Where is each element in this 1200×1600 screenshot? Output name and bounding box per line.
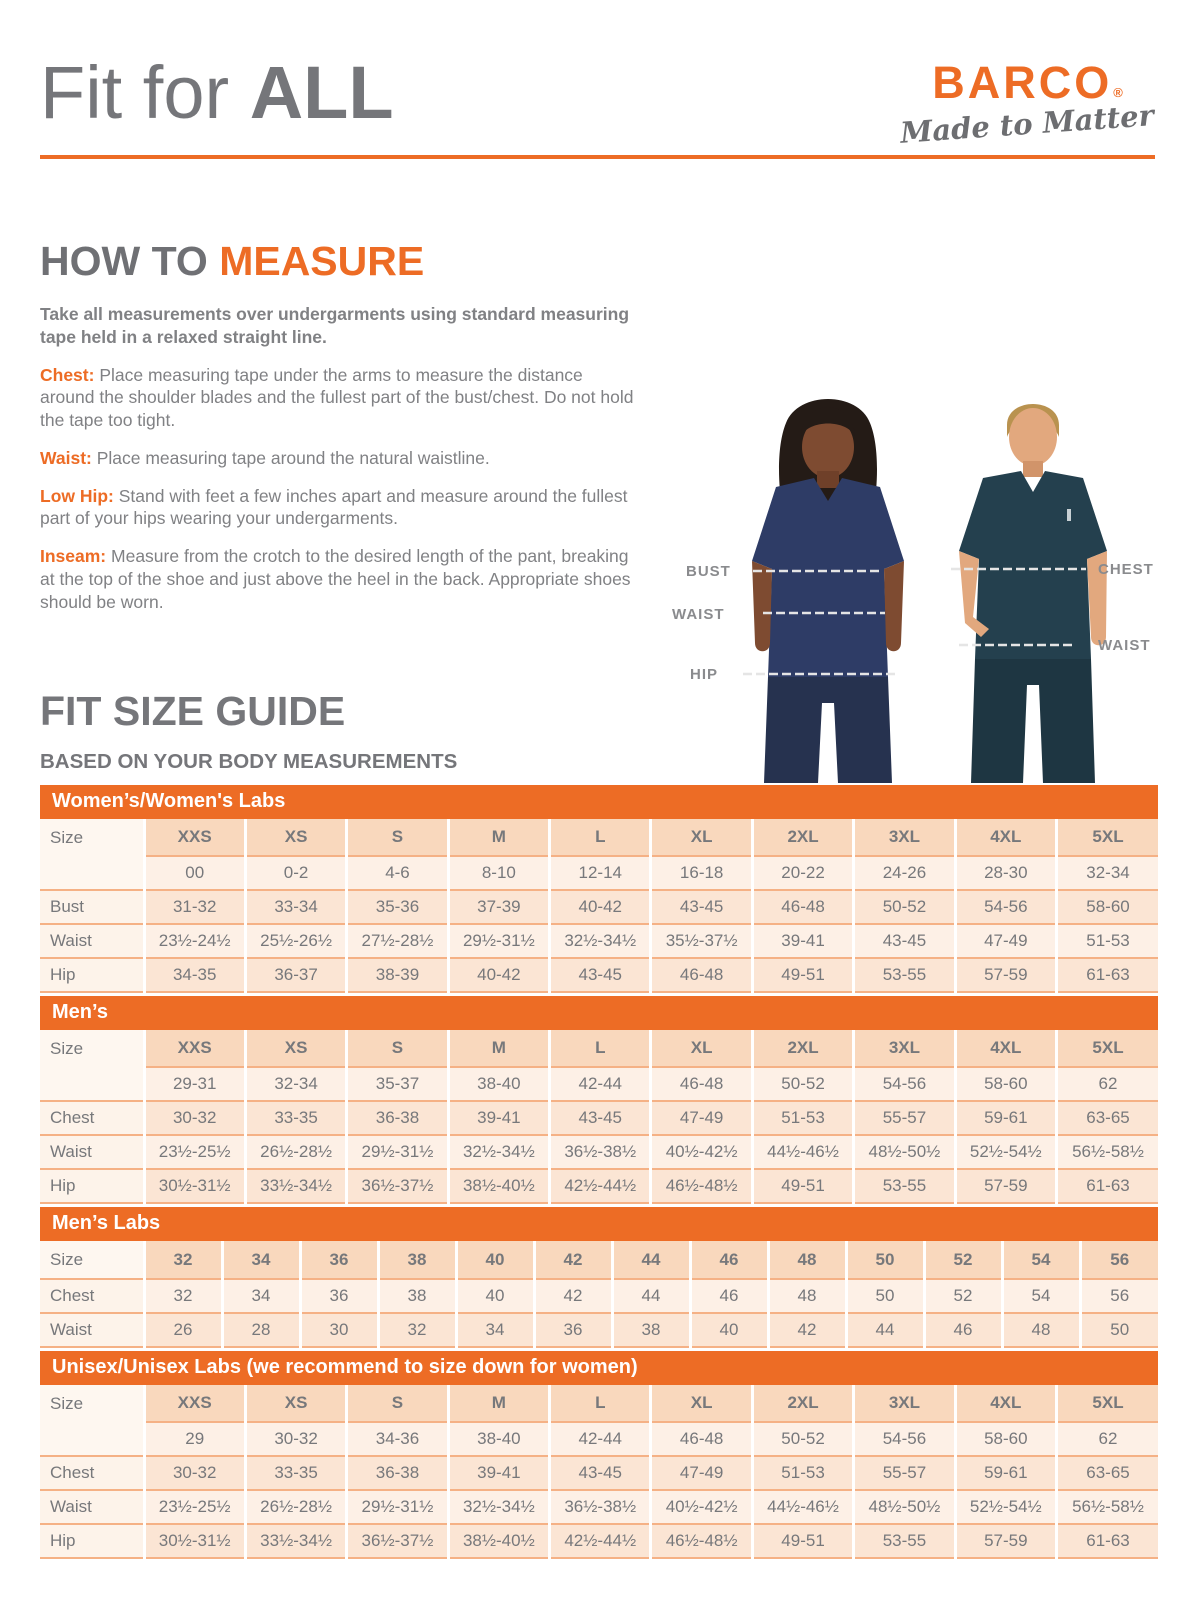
measure-item-label: Chest: — [40, 364, 95, 385]
measurement-cell: 51-53 — [752, 1456, 853, 1490]
measurement-cell: 32½-34½ — [448, 1490, 549, 1524]
measurement-cell: 29½-31½ — [347, 1490, 448, 1524]
measurement-cell: 28 — [222, 1313, 300, 1347]
registered-mark: ® — [1113, 85, 1123, 100]
measurement-cell: 48 — [1002, 1313, 1080, 1347]
size-column-header: 36 — [300, 1241, 378, 1279]
measurement-cell: 35½-37½ — [651, 924, 752, 958]
size-column-header: 5XL — [1057, 1030, 1158, 1067]
measurement-cell: 38½-40½ — [448, 1169, 549, 1203]
measurement-row-label: Waist — [40, 1490, 144, 1524]
size-cell: 42-44 — [550, 1067, 651, 1101]
size-column-header: 4XL — [955, 1385, 1056, 1422]
size-cell: 50-52 — [752, 1067, 853, 1101]
size-cell: 58-60 — [955, 1067, 1056, 1101]
measurement-cell: 38 — [378, 1279, 456, 1313]
measurement-cell: 33-34 — [245, 890, 346, 924]
table-banner: Women’s/Women's Labs — [40, 785, 1158, 819]
measurement-cell: 23½-25½ — [144, 1490, 245, 1524]
measurement-cell: 52½-54½ — [955, 1135, 1056, 1169]
measure-item-label: Inseam: — [40, 546, 107, 566]
size-column-header: 2XL — [752, 1030, 853, 1067]
size-cell: 4-6 — [347, 856, 448, 890]
measurement-cell: 40-42 — [550, 890, 651, 924]
measurement-cell: 48 — [768, 1279, 846, 1313]
measurement-cell: 34-35 — [144, 958, 245, 992]
measurement-cell: 56½-58½ — [1057, 1490, 1158, 1524]
measurement-cell: 61-63 — [1057, 958, 1158, 992]
measurement-cell: 50-52 — [854, 890, 955, 924]
measurement-row — [40, 924, 1158, 958]
size-column-header: 34 — [222, 1241, 300, 1279]
size-cell: 24-26 — [854, 856, 955, 890]
size-column-header: 56 — [1080, 1241, 1158, 1279]
size-column-header: 5XL — [1057, 1385, 1158, 1422]
measurement-cell: 56½-58½ — [1057, 1135, 1158, 1169]
size-column-header: 4XL — [955, 1030, 1056, 1067]
brand-logo — [899, 57, 1155, 150]
measurement-cell: 30 — [300, 1313, 378, 1347]
size-cell: 54-56 — [854, 1422, 955, 1456]
measurement-cell: 31-32 — [144, 890, 245, 924]
measurement-cell: 54-56 — [955, 890, 1056, 924]
measurement-row — [40, 1279, 1158, 1313]
measurement-cell: 53-55 — [854, 1169, 955, 1203]
measure-item: Chest: Place measuring tape under the arms to measure the distance around the shoulder blades and the fullest part of the bust/chest. Do not hold the tape too tight. — [40, 364, 634, 430]
measurement-cell: 32½-34½ — [448, 1135, 549, 1169]
size-column-header: 50 — [846, 1241, 924, 1279]
size-cell: 28-30 — [955, 856, 1056, 890]
measurement-cell: 49-51 — [752, 1169, 853, 1203]
size-column-header: 2XL — [752, 1385, 853, 1422]
measurement-cell: 44½-46½ — [752, 1490, 853, 1524]
size-column-header: 42 — [534, 1241, 612, 1279]
size-cell: 29 — [144, 1422, 245, 1456]
measurement-cell: 40-42 — [448, 958, 549, 992]
size-cell: 38-40 — [448, 1422, 549, 1456]
size-cell: 32-34 — [245, 1067, 346, 1101]
measurement-row-label: Waist — [40, 1313, 144, 1347]
male-model-figure — [959, 404, 1107, 783]
table-banner: Men’s — [40, 996, 1158, 1030]
how-to-measure-title — [40, 238, 638, 285]
size-table — [40, 1030, 1158, 1204]
measurement-cell: 46 — [690, 1279, 768, 1313]
size-cell: 46-48 — [651, 1422, 752, 1456]
size-number-row — [40, 1067, 1158, 1101]
measurement-row — [40, 1169, 1158, 1203]
measurement-cell: 36½-38½ — [550, 1490, 651, 1524]
brand-text: BARCO — [932, 57, 1113, 108]
size-cell: 32-34 — [1057, 856, 1158, 890]
measurement-cell: 34 — [222, 1279, 300, 1313]
size-tables — [40, 785, 1158, 1559]
measurement-cell: 52½-54½ — [955, 1490, 1056, 1524]
measurement-cell: 27½-28½ — [347, 924, 448, 958]
measurement-row-label: Waist — [40, 924, 144, 958]
measurement-cell: 48½-50½ — [854, 1135, 955, 1169]
measurement-row — [40, 958, 1158, 992]
measurement-cell: 50 — [846, 1279, 924, 1313]
measurement-cell: 30½-31½ — [144, 1169, 245, 1203]
measurement-cell: 29½-31½ — [448, 924, 549, 958]
measurement-cell: 50 — [1080, 1313, 1158, 1347]
size-column-header: XXS — [144, 819, 245, 856]
measurement-cell: 26½-28½ — [245, 1135, 346, 1169]
measurement-cell: 32½-34½ — [550, 924, 651, 958]
measurement-cell: 43-45 — [550, 1456, 651, 1490]
measurement-cell: 42½-44½ — [550, 1524, 651, 1558]
size-cell: 54-56 — [854, 1067, 955, 1101]
measurement-cell: 42½-44½ — [550, 1169, 651, 1203]
measurement-cell: 39-41 — [448, 1101, 549, 1135]
size-column-header: 2XL — [752, 819, 853, 856]
measurement-row-label: Hip — [40, 1169, 144, 1203]
size-cell: 35-37 — [347, 1067, 448, 1101]
measurement-cell: 56 — [1080, 1279, 1158, 1313]
measurement-cell: 33½-34½ — [245, 1169, 346, 1203]
measurement-cell: 37-39 — [448, 890, 549, 924]
page-title-regular: Fit for — [40, 51, 250, 134]
size-table — [40, 819, 1158, 993]
measurement-cell: 53-55 — [854, 1524, 955, 1558]
size-cell: 62 — [1057, 1067, 1158, 1101]
size-column-header: 44 — [612, 1241, 690, 1279]
measure-item: Inseam: Measure from the crotch to the desired length of the pant, breaking at the top of the shoe and just above the heel in the back. Appropriate shoes should be worn. — [40, 546, 631, 612]
measurement-cell: 52 — [924, 1279, 1002, 1313]
table-banner: Unisex/Unisex Labs (we recommend to size down for women) — [40, 1351, 1158, 1385]
size-cell: 29-31 — [144, 1067, 245, 1101]
how-to-measure-section — [40, 238, 638, 628]
measurement-cell: 57-59 — [955, 1169, 1056, 1203]
measurement-cell: 39-41 — [448, 1456, 549, 1490]
measurement-row — [40, 1135, 1158, 1169]
size-cell: 58-60 — [955, 1422, 1056, 1456]
size-row-label: Size — [40, 1385, 144, 1456]
measurement-cell: 43-45 — [854, 924, 955, 958]
measurement-cell: 34 — [456, 1313, 534, 1347]
measurement-cell: 46-48 — [752, 890, 853, 924]
how-to-measure-title-gray: HOW TO — [40, 238, 220, 284]
size-cell: 16-18 — [651, 856, 752, 890]
measurement-cell: 54 — [1002, 1279, 1080, 1313]
size-column-header: S — [347, 819, 448, 856]
measurement-cell: 44 — [612, 1279, 690, 1313]
measurement-cell: 49-51 — [752, 958, 853, 992]
page-title-bold: ALL — [249, 51, 394, 134]
size-column-header: XS — [245, 819, 346, 856]
size-column-header: M — [448, 1385, 549, 1422]
measurement-row-label: Hip — [40, 1524, 144, 1558]
brand-tagline: Made to Matter — [899, 98, 1155, 150]
measurement-cell: 23½-24½ — [144, 924, 245, 958]
measurement-cell: 47-49 — [651, 1456, 752, 1490]
size-cell: 42-44 — [550, 1422, 651, 1456]
measurement-cell: 47-49 — [651, 1101, 752, 1135]
measure-item: Low Hip: Stand with feet a few inches apart and measure around the fullest part of your hips wearing your undergarments. — [40, 485, 628, 529]
measure-items — [40, 364, 638, 614]
size-column-header: 5XL — [1057, 819, 1158, 856]
size-cell: 38-40 — [448, 1067, 549, 1101]
fit-size-guide-title: FIT SIZE GUIDE — [40, 688, 346, 734]
size-column-header: S — [347, 1385, 448, 1422]
size-column-header: 3XL — [854, 1030, 955, 1067]
size-column-header: 32 — [144, 1241, 222, 1279]
size-column-header: XL — [651, 819, 752, 856]
size-number-row — [40, 856, 1158, 890]
measurement-cell: 57-59 — [955, 958, 1056, 992]
waist-right-label: WAIST — [1098, 637, 1151, 654]
size-column-header: 54 — [1002, 1241, 1080, 1279]
orange-divider — [40, 155, 1155, 159]
measurement-row-label: Chest — [40, 1279, 144, 1313]
size-column-header: L — [550, 819, 651, 856]
measurement-cell: 46½-48½ — [651, 1169, 752, 1203]
measurement-cell: 43-45 — [550, 1101, 651, 1135]
measurement-cell: 35-36 — [347, 890, 448, 924]
measurement-cell: 30-32 — [144, 1456, 245, 1490]
measure-item-label: Low Hip: — [40, 485, 114, 506]
measurement-cell: 40½-42½ — [651, 1135, 752, 1169]
measurement-row-label: Hip — [40, 958, 144, 992]
models-photo — [648, 383, 1180, 783]
measurement-cell: 38 — [612, 1313, 690, 1347]
measurement-cell: 36½-38½ — [550, 1135, 651, 1169]
measurement-cell: 36-38 — [347, 1101, 448, 1135]
size-table — [40, 1241, 1158, 1348]
size-cell: 0-2 — [245, 856, 346, 890]
measurement-cell: 55-57 — [854, 1101, 955, 1135]
measurement-cell: 26 — [144, 1313, 222, 1347]
size-cell: 46-48 — [651, 1067, 752, 1101]
size-column-header: XL — [651, 1385, 752, 1422]
size-column-header: 48 — [768, 1241, 846, 1279]
measurement-row — [40, 1101, 1158, 1135]
measurement-row — [40, 1524, 1158, 1558]
measurement-cell: 44 — [846, 1313, 924, 1347]
measurement-cell: 40 — [456, 1279, 534, 1313]
measurement-cell: 40½-42½ — [651, 1490, 752, 1524]
measurement-cell: 25½-26½ — [245, 924, 346, 958]
hip-label: HIP — [690, 666, 719, 683]
measurement-cell: 49-51 — [752, 1524, 853, 1558]
size-column-header: 40 — [456, 1241, 534, 1279]
table-banner: Men’s Labs — [40, 1207, 1158, 1241]
size-column-header: XXS — [144, 1385, 245, 1422]
size-row-label: Size — [40, 1030, 144, 1101]
brand-name — [900, 57, 1154, 108]
measurement-cell: 59-61 — [955, 1101, 1056, 1135]
size-column-header: 38 — [378, 1241, 456, 1279]
measurement-cell: 53-55 — [854, 958, 955, 992]
measurement-cell: 46 — [924, 1313, 1002, 1347]
measurement-cell: 29½-31½ — [347, 1135, 448, 1169]
size-cell: 50-52 — [752, 1422, 853, 1456]
size-column-header: XS — [245, 1385, 346, 1422]
measurement-cell: 33½-34½ — [245, 1524, 346, 1558]
chest-label: CHEST — [1098, 561, 1154, 578]
measurement-cell: 30½-31½ — [144, 1524, 245, 1558]
measurement-cell: 33-35 — [245, 1456, 346, 1490]
measurement-cell: 43-45 — [651, 890, 752, 924]
size-column-header: 3XL — [854, 819, 955, 856]
size-table — [40, 1385, 1158, 1559]
measurement-cell: 39-41 — [752, 924, 853, 958]
page-title — [40, 50, 394, 135]
measurement-cell: 38½-40½ — [448, 1524, 549, 1558]
fit-size-guide-subtitle: BASED ON YOUR BODY MEASUREMENTS — [40, 750, 458, 773]
size-number-row — [40, 1422, 1158, 1456]
size-cell: 34-36 — [347, 1422, 448, 1456]
size-column-header: M — [448, 819, 549, 856]
models-illustration — [648, 383, 1180, 783]
measurement-cell: 36 — [300, 1279, 378, 1313]
measurement-cell: 38-39 — [347, 958, 448, 992]
size-column-header: 46 — [690, 1241, 768, 1279]
size-column-header: XL — [651, 1030, 752, 1067]
size-cell: 62 — [1057, 1422, 1158, 1456]
measurement-cell: 36½-37½ — [347, 1169, 448, 1203]
measurement-cell: 46½-48½ — [651, 1524, 752, 1558]
size-row-label: Size — [40, 1241, 144, 1279]
measurement-row — [40, 890, 1158, 924]
female-model-figure — [752, 399, 904, 783]
bust-label: BUST — [686, 563, 731, 580]
measurement-cell: 51-53 — [752, 1101, 853, 1135]
measure-intro: Take all measurements over undergarments using standard measuring tape held in a relaxed straight line. — [40, 304, 630, 347]
measurement-row — [40, 1313, 1158, 1347]
size-column-header: 52 — [924, 1241, 1002, 1279]
measurement-cell: 61-63 — [1057, 1524, 1158, 1558]
measurement-cell: 57-59 — [955, 1524, 1056, 1558]
measurement-row-label: Chest — [40, 1101, 144, 1135]
measurement-cell: 40 — [690, 1313, 768, 1347]
measurement-cell: 32 — [144, 1279, 222, 1313]
measurement-cell: 36 — [534, 1313, 612, 1347]
measurement-cell: 42 — [534, 1279, 612, 1313]
measurement-cell: 51-53 — [1057, 924, 1158, 958]
measurement-cell: 59-61 — [955, 1456, 1056, 1490]
measurement-cell: 42 — [768, 1313, 846, 1347]
measurement-cell: 36-37 — [245, 958, 346, 992]
measurement-cell: 26½-28½ — [245, 1490, 346, 1524]
measurement-row-label: Waist — [40, 1135, 144, 1169]
measure-item-label: Waist: — [40, 447, 92, 468]
size-cell: 12-14 — [550, 856, 651, 890]
measurement-row — [40, 1490, 1158, 1524]
size-column-header: M — [448, 1030, 549, 1067]
waist-left-label: WAIST — [672, 606, 725, 623]
size-cell: 8-10 — [448, 856, 549, 890]
measurement-cell: 44½-46½ — [752, 1135, 853, 1169]
measurement-cell: 63-65 — [1057, 1456, 1158, 1490]
measurement-cell: 48½-50½ — [854, 1490, 955, 1524]
size-column-header: L — [550, 1030, 651, 1067]
size-cell: 30-32 — [245, 1422, 346, 1456]
size-row-label: Size — [40, 819, 144, 890]
measurement-cell: 63-65 — [1057, 1101, 1158, 1135]
measurement-cell: 36-38 — [347, 1456, 448, 1490]
measurement-cell: 23½-25½ — [144, 1135, 245, 1169]
measure-item: Waist: Place measuring tape around the natural waistline. — [40, 447, 490, 468]
measurement-cell: 43-45 — [550, 958, 651, 992]
size-column-header: L — [550, 1385, 651, 1422]
measurement-cell: 32 — [378, 1313, 456, 1347]
measurement-cell: 55-57 — [854, 1456, 955, 1490]
measurement-cell: 58-60 — [1057, 890, 1158, 924]
size-cell: 20-22 — [752, 856, 853, 890]
size-column-header: XXS — [144, 1030, 245, 1067]
measurement-cell: 61-63 — [1057, 1169, 1158, 1203]
measurement-cell: 30-32 — [144, 1101, 245, 1135]
measurement-row — [40, 1456, 1158, 1490]
measurement-cell: 46-48 — [651, 958, 752, 992]
size-column-header: 4XL — [955, 819, 1056, 856]
size-column-header: XS — [245, 1030, 346, 1067]
measurement-cell: 47-49 — [955, 924, 1056, 958]
measurement-row-label: Bust — [40, 890, 144, 924]
measurement-cell: 33-35 — [245, 1101, 346, 1135]
measurement-cell: 36½-37½ — [347, 1524, 448, 1558]
size-column-header: S — [347, 1030, 448, 1067]
how-to-measure-title-orange: MEASURE — [219, 238, 425, 284]
size-column-header: 3XL — [854, 1385, 955, 1422]
measurement-row-label: Chest — [40, 1456, 144, 1490]
size-cell: 00 — [144, 856, 245, 890]
